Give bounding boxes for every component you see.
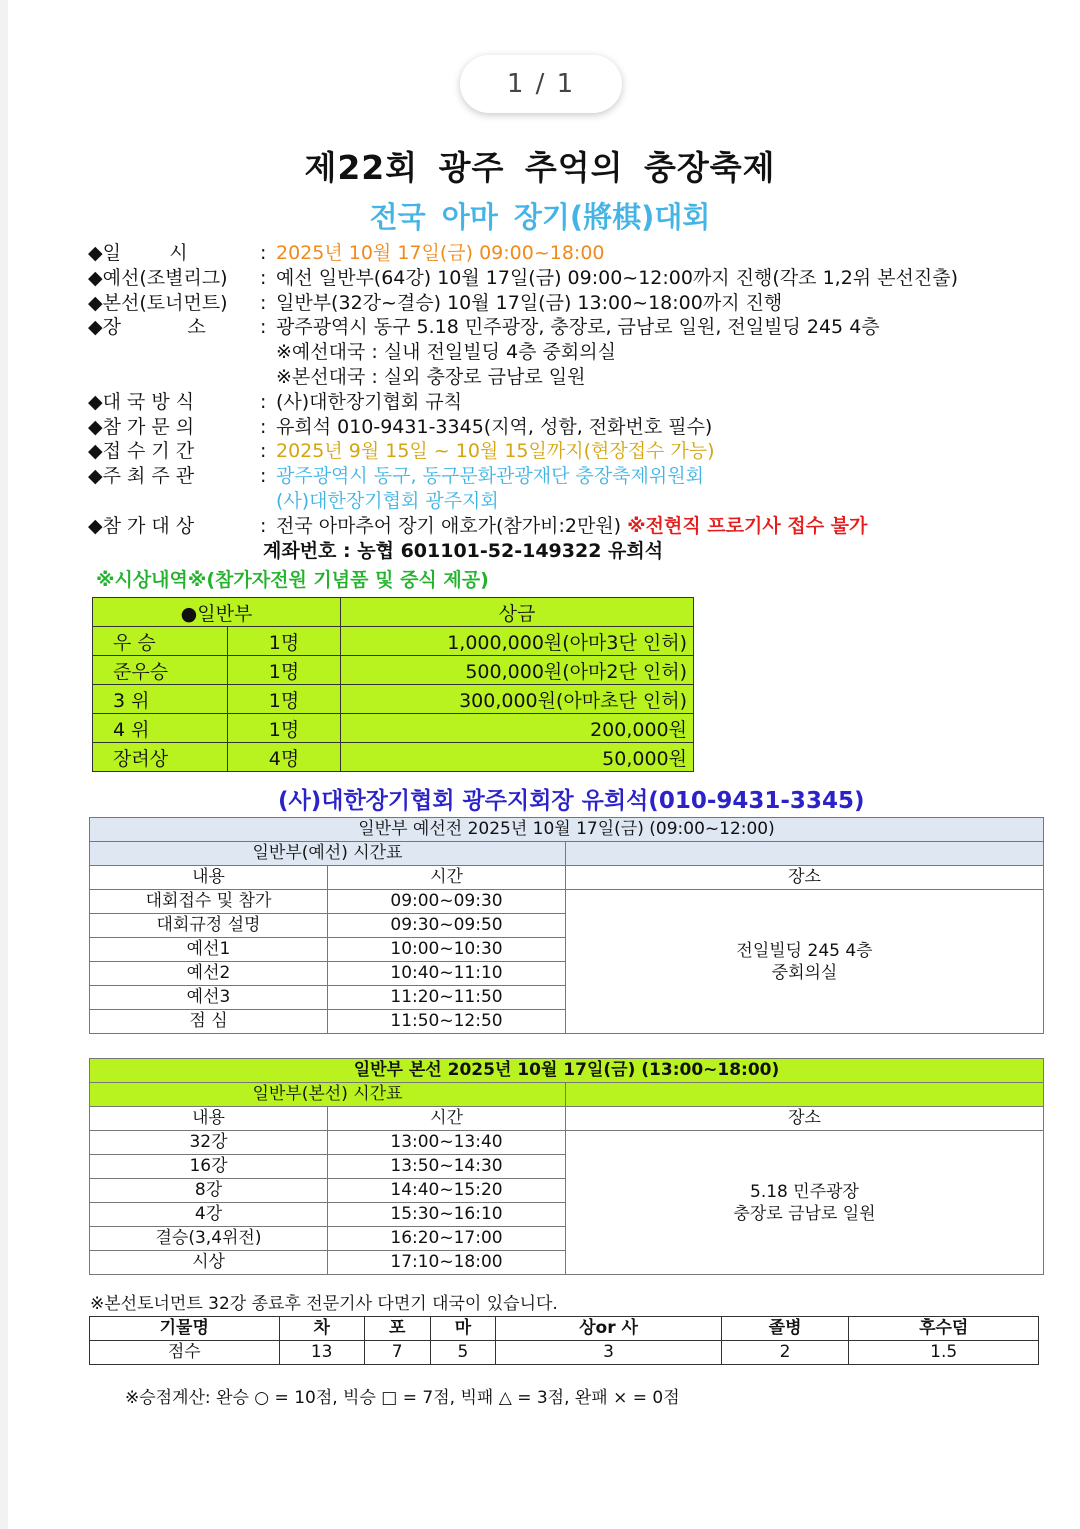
col-place: 장소: [566, 866, 1044, 890]
info-date: ◆일 시 : 2025년 10월 17일(금) 09:00~18:00: [88, 242, 605, 264]
schedule-content: 대회접수 및 참가: [90, 890, 328, 914]
prelim-schedule-title: 일반부 예선전 2025년 10월 17일(금) (09:00~12:00): [90, 818, 1044, 842]
info-value: 일반부(32강~결승) 10월 17일(금) 13:00~18:00까지 진행: [276, 291, 783, 314]
col-content: 내용: [90, 866, 328, 890]
info-label: ◆참 가 문 의: [88, 415, 195, 438]
prize-division-header: ●일반부: [93, 598, 341, 627]
prize-count: 1명: [228, 656, 341, 685]
info-venue-note: [88, 340, 1068, 365]
schedule-content: 4강: [90, 1203, 328, 1227]
info-label: ◆예선(조별리그): [88, 266, 228, 289]
prize-count: 1명: [228, 627, 341, 656]
info-label: ◆참 가 대 상: [88, 514, 195, 537]
schedule-subheader-row: [90, 1083, 1044, 1107]
info-host-2: [88, 489, 1068, 514]
info-value: 예선 일반부(64강) 10월 17일(금) 09:00~12:00까지 진행(각조 1,2위 본선진출): [276, 266, 959, 289]
prize-table: [92, 597, 694, 772]
account-number: 계좌번호 : 농협 601101-52-149322 유희석: [263, 539, 664, 562]
prelim-schedule-table: [89, 817, 1044, 1034]
info-value: (사)대한장기협회 규칙: [276, 390, 463, 413]
prize-count: 1명: [228, 685, 341, 714]
schedule-content: 대회규정 설명: [90, 914, 328, 938]
score-header: 포: [364, 1317, 430, 1341]
schedule-column-row: [90, 866, 1044, 890]
info-label: ◆대 국 방 식: [88, 390, 195, 413]
table-row: [93, 743, 694, 772]
prize-rank: 4 위: [93, 714, 228, 743]
target-warning: ※전현직 프로기사 접수 불가: [627, 514, 868, 537]
score-header: 기물명: [90, 1317, 280, 1341]
schedule-time: 10:00~10:30: [328, 938, 566, 962]
page-indicator: 1 / 1: [460, 55, 622, 113]
schedule-content: 16강: [90, 1155, 328, 1179]
info-main: ◆본선(토너먼트) : 일반부(32강~결승) 10월 17일(금) 13:00~18:00까지 진행: [88, 291, 783, 314]
table-row: [90, 890, 1044, 914]
schedule-place: [566, 890, 1044, 1034]
table-row: [93, 714, 694, 743]
schedule-time: 11:20~11:50: [328, 986, 566, 1010]
prelim-schedule-subtitle: 일반부(예선) 시간표: [90, 842, 566, 866]
main-schedule-subtitle: 일반부(본선) 시간표: [90, 1083, 566, 1107]
schedule-header-row: [90, 1059, 1044, 1083]
schedule-time: 14:40~15:20: [328, 1179, 566, 1203]
schedule-content: 32강: [90, 1131, 328, 1155]
prize-heading: ※시상내역※(참가자전원 기념품 및 중식 제공): [96, 569, 489, 591]
score-value: 13: [279, 1341, 364, 1365]
info-value: ※본선대국 : 실외 충장로 금남로 일원: [276, 365, 586, 388]
info-inquiry: ◆참 가 문 의 : 유희석 010-9431-3345(지역, 성함, 전화번호 필수): [88, 415, 713, 438]
col-time: 시간: [328, 866, 566, 890]
prize-rank: 우 승: [93, 627, 228, 656]
score-value-row: [90, 1341, 1039, 1365]
prize-rank: 장려상: [93, 743, 228, 772]
place-line: 중회의실: [771, 962, 838, 983]
document-title: 제22회 광주 추억의 충장축제: [304, 148, 776, 187]
info-value: 2025년 10월 17일(금) 09:00~18:00: [276, 242, 605, 264]
prize-amount: 200,000원: [341, 714, 694, 743]
info-value: 광주광역시 동구 5.18 민주광장, 충장로, 금남로 일원, 전일빌딩 245 4층: [276, 316, 880, 339]
score-value: 7: [364, 1341, 430, 1365]
schedule-time: 17:10~18:00: [328, 1251, 566, 1275]
score-value: 점수: [90, 1341, 280, 1365]
schedule-time: 15:30~16:10: [328, 1203, 566, 1227]
prize-amount: 500,000원(아마2단 인허): [341, 656, 694, 685]
info-value: 유희석 010-9431-3345(지역, 성함, 전화번호 필수): [276, 415, 713, 438]
place-line: 5.18 민주광장: [750, 1181, 859, 1202]
info-label: ◆접 수 기 간: [88, 440, 195, 463]
table-row: [93, 656, 694, 685]
score-value: 2: [721, 1341, 849, 1365]
score-value: 1.5: [849, 1341, 1039, 1365]
schedule-subheader-row: [90, 842, 1044, 866]
prize-header-row: [93, 598, 694, 627]
info-label: ◆주 최 주 관: [88, 465, 195, 488]
place-line: 충장로 금남로 일원: [733, 1203, 876, 1224]
info-label: ◆본선(토너먼트): [88, 291, 228, 314]
info-value: (사)대한장기협회 광주지회: [276, 489, 499, 512]
main-schedule-table: [89, 1058, 1044, 1275]
schedule-time: 10:40~11:10: [328, 962, 566, 986]
piece-score-table: [89, 1316, 1039, 1365]
score-header: 차: [279, 1317, 364, 1341]
info-value: ※예선대국 : 실내 전일빌딩 4층 중회의실: [276, 341, 616, 364]
col-time: 시간: [328, 1107, 566, 1131]
info-period: ◆접 수 기 간 : 2025년 9월 15일 ~ 10월 15일까지(현장접수 가능): [88, 440, 715, 463]
prize-amount: 300,000원(아마초단 인허): [341, 685, 694, 714]
table-row: [93, 685, 694, 714]
info-account: [88, 539, 1068, 564]
info-venue: ◆장 소 : 광주광역시 동구 5.18 민주광장, 충장로, 금남로 일원, 전일빌딩 245 4층: [88, 316, 880, 339]
info-value: 광주광역시 동구, 동구문화관광재단 충장축제위원회: [276, 465, 704, 488]
table-row: [93, 627, 694, 656]
schedule-time: 11:50~12:50: [328, 1010, 566, 1034]
col-place: 장소: [566, 1107, 1044, 1131]
info-value: 전국 아마추어 장기 애호가(참가비:2만원): [276, 514, 622, 537]
schedule-content: 예선2: [90, 962, 328, 986]
schedule-content: 예선3: [90, 986, 328, 1010]
schedule-time: 16:20~17:00: [328, 1227, 566, 1251]
schedule-content: 시상: [90, 1251, 328, 1275]
info-target: ◆참 가 대 상 : 전국 아마추어 장기 애호가(참가비:2만원) ※전현직 프로기사 접수 불가: [88, 514, 868, 537]
info-rule: ◆대 국 방 식 : (사)대한장기협회 규칙: [88, 390, 463, 413]
schedule-time: 13:50~14:30: [328, 1155, 566, 1179]
col-content: 내용: [90, 1107, 328, 1131]
info-value: 2025년 9월 15일 ~ 10월 15일까지(현장접수 가능): [276, 440, 715, 463]
schedule-content: 결승(3,4위전): [90, 1227, 328, 1251]
prize-count: 1명: [228, 714, 341, 743]
schedule-time: 09:00~09:30: [328, 890, 566, 914]
simul-note: ※본선토너먼트 32강 종료후 전문기사 다면기 대국이 있습니다.: [90, 1294, 558, 1314]
prize-rank: 준우승: [93, 656, 228, 685]
place-line: 전일빌딩 245 4층: [736, 940, 873, 961]
prize-amount: 1,000,000원(아마3단 인허): [341, 627, 694, 656]
schedule-column-row: [90, 1107, 1044, 1131]
prize-rank: 3 위: [93, 685, 228, 714]
main-schedule-title: 일반부 본선 2025년 10월 17일(금) (13:00~18:00): [90, 1059, 1044, 1083]
score-header: 졸병: [721, 1317, 849, 1341]
score-value: 3: [496, 1341, 722, 1365]
info-prelim: ◆예선(조별리그) : 예선 일반부(64강) 10월 17일(금) 09:00~12:00까지 진행(각조 1,2위 본선진출): [88, 266, 959, 289]
score-header: 후수덤: [849, 1317, 1039, 1341]
schedule-header-row: [90, 818, 1044, 842]
prize-count: 4명: [228, 743, 341, 772]
document-subtitle: 전국 아마 장기(將棋)대회: [369, 200, 711, 234]
schedule-time: 09:30~09:50: [328, 914, 566, 938]
schedule-content: 8강: [90, 1179, 328, 1203]
prize-amount-header: 상금: [341, 598, 694, 627]
score-header: 상or 사: [496, 1317, 722, 1341]
scoring-note: ※승점계산: 완승 ○ = 10점, 빅승 □ = 7점, 빅패 △ = 3점, 완패 × = 0점: [125, 1388, 680, 1408]
info-label: ◆일 시: [88, 242, 188, 264]
info-venue-note: [88, 365, 1068, 390]
contact-line: (사)대한장기협회 광주지회장 유희석(010-9431-3345): [278, 788, 865, 814]
schedule-time: 13:00~13:40: [328, 1131, 566, 1155]
info-host: ◆주 최 주 관 : 광주광역시 동구, 동구문화관광재단 충장축제위원회: [88, 465, 704, 488]
schedule-content: 점 심: [90, 1010, 328, 1034]
score-value: 5: [430, 1341, 496, 1365]
table-row: [90, 1131, 1044, 1155]
event-info: [88, 241, 1068, 563]
score-header-row: [90, 1317, 1039, 1341]
schedule-content: 예선1: [90, 938, 328, 962]
prize-amount: 50,000원: [341, 743, 694, 772]
info-label: ◆장 소: [88, 316, 206, 339]
schedule-place: [566, 1131, 1044, 1275]
score-header: 마: [430, 1317, 496, 1341]
